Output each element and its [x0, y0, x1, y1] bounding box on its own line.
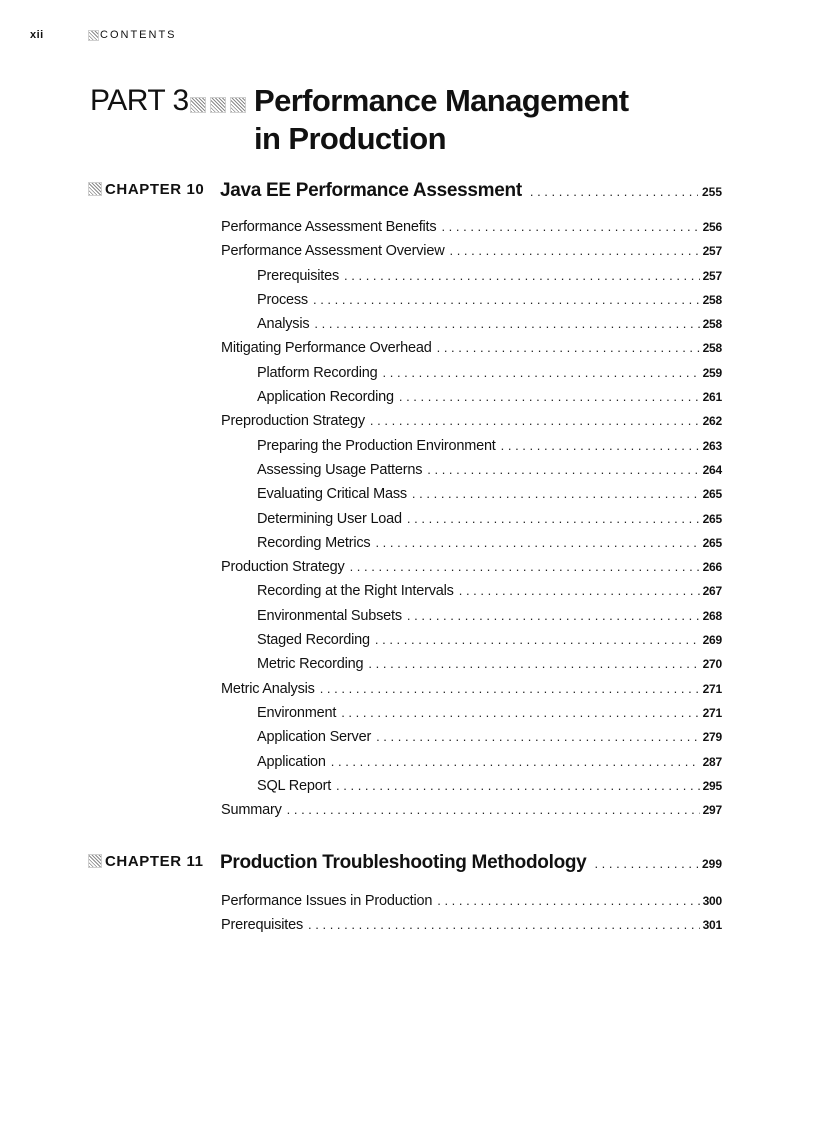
toc-entry-title: Prerequisites [221, 917, 304, 934]
toc-entry[interactable] [221, 268, 722, 292]
dot-leader [375, 632, 700, 647]
dot-leader [437, 893, 699, 908]
part-title [254, 82, 628, 158]
toc-entry-page: 300 [702, 894, 722, 908]
dot-leader [427, 462, 699, 477]
toc-entry-title: SQL Report [257, 777, 332, 794]
toc-entry-page: 258 [702, 317, 722, 332]
toc-entry-title: Platform Recording [257, 364, 378, 381]
hatch-ornament-icon [230, 97, 246, 113]
toc-entry-page: 269 [702, 633, 722, 648]
toc-entry-page: 265 [702, 535, 722, 550]
dot-leader [350, 559, 700, 574]
toc-entry-page: 256 [702, 220, 722, 234]
toc-entry[interactable] [221, 511, 722, 535]
toc-entry[interactable] [221, 583, 722, 607]
toc-entry[interactable] [221, 413, 722, 437]
toc-entry[interactable] [221, 559, 722, 583]
toc-entry[interactable] [221, 389, 722, 413]
toc-entry-title: Prerequisites [257, 267, 340, 284]
toc-entry[interactable] [221, 917, 722, 941]
chapter-heading[interactable] [88, 852, 722, 874]
toc-entry-title: Metric Analysis [221, 680, 315, 697]
toc-entry-title: Application Server [257, 729, 372, 746]
toc-entry-page: 265 [702, 511, 722, 526]
dot-leader [412, 486, 700, 501]
toc-entry[interactable] [221, 778, 722, 802]
toc-entry-page: 279 [702, 730, 722, 745]
toc-entry[interactable] [221, 243, 722, 267]
dot-leader [459, 583, 700, 598]
chapter-label [88, 181, 220, 198]
toc-entry-title: Recording Metrics [257, 534, 371, 551]
toc-entry-title: Assessing Usage Patterns [257, 461, 423, 478]
dot-leader [407, 608, 700, 623]
hatch-ornament-icon [88, 30, 99, 41]
dot-leader [375, 535, 699, 550]
toc-entry-title: Environmental Subsets [257, 607, 402, 624]
part-label: PART 3 [90, 84, 189, 117]
dot-leader [313, 292, 700, 307]
toc-entry[interactable] [221, 802, 722, 826]
toc-entry-title: Preproduction Strategy [221, 413, 365, 430]
toc-entry-page: 264 [702, 462, 722, 477]
toc-entry[interactable] [221, 535, 722, 559]
dot-leader [320, 681, 700, 696]
toc-entry[interactable] [221, 893, 722, 917]
hatch-ornament-icon [210, 97, 226, 113]
toc-entry-page: 270 [702, 657, 722, 672]
toc-entry-title: Performance Assessment Benefits [221, 219, 437, 235]
toc-entry-title: Environment [257, 704, 337, 721]
dot-leader [341, 705, 699, 720]
dot-leader [308, 917, 700, 932]
toc-entry[interactable] [221, 656, 722, 680]
toc-entry-title: Application Recording [257, 389, 394, 406]
toc-entry-title: Metric Recording [257, 656, 364, 673]
dot-leader [314, 316, 699, 331]
chapter-number: CHAPTER 11 [105, 852, 204, 870]
toc-entry-title: Process [257, 291, 308, 308]
toc-entry-title: Application [257, 753, 326, 770]
dot-leader [331, 754, 700, 769]
dot-leader [449, 243, 699, 258]
running-header [88, 29, 177, 41]
page-number: xii [30, 29, 44, 41]
toc-entry-page: 263 [702, 438, 722, 453]
toc-entry-title: Performance Issues in Production [221, 893, 433, 909]
toc-entry-title: Evaluating Critical Mass [257, 486, 407, 503]
toc-entry[interactable] [221, 608, 722, 632]
toc-entry-page: 261 [702, 390, 722, 405]
hatch-ornament-icon [190, 97, 206, 113]
dot-leader [530, 184, 698, 199]
dot-leader [501, 438, 700, 453]
toc-entry-title: Preparing the Production Environment [257, 437, 496, 454]
toc-entry[interactable] [221, 729, 722, 753]
dot-leader [287, 802, 700, 817]
toc-entry[interactable] [221, 705, 722, 729]
toc-entry-page: 267 [702, 584, 722, 599]
toc-entry-page: 287 [702, 754, 722, 769]
toc-entry-page: 301 [702, 918, 722, 933]
dot-leader [407, 511, 700, 526]
toc-entry-title: Production Strategy [221, 559, 345, 576]
chapter-page-number: 299 [701, 857, 722, 871]
part-title-line: Performance Management [254, 83, 629, 118]
toc-entry-list [221, 893, 722, 942]
toc-entry[interactable] [221, 754, 722, 778]
toc-entry-page: 258 [702, 341, 722, 356]
dot-leader [376, 729, 700, 744]
chapter-title: Java EE Performance Assessment [220, 180, 522, 201]
toc-entry-page: 262 [702, 414, 722, 429]
dot-leader [344, 268, 700, 283]
dot-leader [370, 413, 700, 428]
toc-entry-page: 295 [702, 778, 722, 793]
toc-entry-title: Recording at the Right Intervals [257, 583, 454, 600]
toc-entry[interactable] [221, 316, 722, 340]
toc-entry-page: 257 [702, 244, 722, 259]
dot-leader [399, 389, 700, 404]
toc-entry[interactable] [221, 486, 722, 510]
part-title-line: in Production [254, 121, 446, 156]
toc-entry[interactable] [221, 219, 722, 243]
chapter-page-number: 255 [701, 185, 722, 199]
toc-entry[interactable] [221, 340, 722, 364]
hatch-ornament-icon [88, 854, 102, 868]
toc-entry[interactable] [221, 292, 722, 316]
toc-entry-title: Performance Assessment Overview [221, 243, 445, 260]
toc-entry-title: Mitigating Performance Overhead [221, 340, 432, 357]
toc-entry-title: Summary [221, 802, 282, 819]
section-title: CONTENTS [100, 29, 177, 41]
toc-entry-page: 297 [702, 803, 722, 818]
chapter-label [88, 853, 220, 870]
toc-entry-page: 271 [702, 705, 722, 720]
toc-entry-list [221, 219, 722, 826]
dot-leader [437, 340, 700, 355]
dot-leader [336, 778, 700, 793]
chapter-title: Production Troubleshooting Methodology [220, 852, 587, 873]
toc-entry-page: 258 [702, 292, 722, 307]
toc-entry[interactable] [221, 462, 722, 486]
toc-entry[interactable] [221, 632, 722, 656]
toc-entry-page: 266 [702, 560, 722, 575]
toc-entry[interactable] [221, 681, 722, 705]
toc-entry[interactable] [221, 438, 722, 462]
toc-entry-page: 271 [702, 681, 722, 696]
chapter-heading[interactable] [88, 180, 722, 202]
toc-entry-page: 257 [702, 268, 722, 283]
dot-leader [383, 365, 700, 380]
toc-entry-title: Staged Recording [257, 632, 370, 649]
toc-entry-page: 268 [702, 608, 722, 623]
toc-entry-page: 265 [702, 487, 722, 502]
dot-leader [594, 856, 698, 871]
dot-leader [368, 656, 699, 671]
part-hatch-ornament [190, 97, 250, 113]
toc-entry-title: Analysis [257, 316, 310, 333]
toc-entry-page: 259 [702, 365, 722, 380]
toc-entry[interactable] [221, 365, 722, 389]
hatch-ornament-icon [88, 182, 102, 196]
dot-leader [441, 219, 699, 234]
toc-entry-title: Determining User Load [257, 510, 402, 527]
chapter-number: CHAPTER 10 [105, 180, 205, 198]
